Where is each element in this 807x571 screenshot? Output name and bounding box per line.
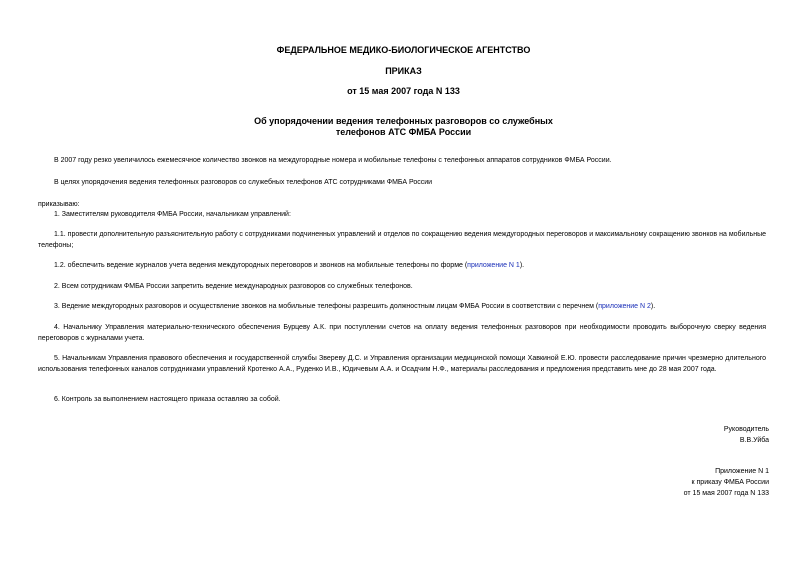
item-1-1: 1.1. провести дополнительную разъяснительную работу с сотрудниками подчиненных управлений и отделов по сокращению ведения междугородных переговоров и максимальному сокращению звонков на мобильные телефоны;	[38, 231, 766, 249]
agency-heading: ФЕДЕРАЛЬНОЕ МЕДИКО-БИОЛОГИЧЕСКОЕ АГЕНТСТВО	[276, 45, 531, 55]
item-2: 2. Всем сотрудникам ФМБА России запретить ведение международных разговоров со служебных телефонов.	[54, 283, 413, 290]
item-1-2	[38, 260, 766, 271]
intro-paragraph-2: В целях упорядочения ведения телефонных разговоров со служебных телефонов АТС сотрудниками ФМБА России	[54, 179, 433, 186]
signature-block	[724, 424, 769, 446]
doc-type-heading: ПРИКАЗ	[385, 66, 422, 76]
item-1-2-text: 1.2. обеспечить ведение журналов учета ведения междугородных переговоров и звонков на мобильные телефоны по форме (	[54, 262, 468, 269]
date-number-heading: от 15 мая 2007 года N 133	[347, 86, 460, 96]
intro-paragraph-1: В 2007 году резко увеличилось ежемесячное количество звонков на междугородные номера и мобильные телефоны с телефонных аппаратов сотрудников ФМБА России.	[54, 157, 612, 164]
item-1: 1. Заместителям руководителя ФМБА России, начальникам управлений:	[54, 211, 291, 218]
order-word: приказываю:	[38, 201, 80, 208]
appendix-block	[684, 466, 769, 499]
appendix-line-3: от 15 мая 2007 года N 133	[683, 490, 769, 497]
item-1-2-end: ).	[519, 262, 525, 269]
title-line-2: телефонов АТС ФМБА России	[335, 127, 472, 137]
item-3-text: 3. Ведение междугородных разговоров и осуществление звонков на мобильные телефоны разрешить должностным лицам ФМБА России в соответствии с перечнем (	[54, 303, 599, 310]
item-3	[38, 301, 766, 312]
appendix-2-link[interactable]: приложение N 2	[598, 303, 651, 310]
appendix-1-link[interactable]: приложение N 1	[467, 262, 520, 269]
signature-name: В.В.Уйба	[739, 437, 769, 444]
title-line-1: Об упорядочении ведения телефонных разговоров со служебных	[254, 116, 553, 126]
item-4: 4. Начальнику Управления материально-технического обеспечения Бурцеву А.К. при поступлении счетов на оплату ведения телефонных разговоров при необходимости проводить выборочную сверку ведения переговоров с журналами учета.	[38, 324, 766, 342]
appendix-line-1: Приложение N 1	[715, 468, 769, 475]
appendix-line-2: к приказу ФМБА России	[691, 479, 769, 486]
item-3-end: ).	[650, 303, 656, 310]
item-6: 6. Контроль за выполнением настоящего приказа оставляю за собой.	[54, 396, 281, 403]
signature-position: Руководитель	[723, 426, 769, 433]
item-5: 5. Начальникам Управления правового обеспечения и государственной службы Звереву Д.С. и Управления организации медицинской помощи Хавкиной Е.Ю. провести расследование причин чрезмерно длительного использования телефонных каналов сотрудниками управлений Кротенко А.А., Руденко И.В., Юдичевым А.А. и Осадчим Н.Ф., материалы расследования и предложения представить мне до 28 мая 2007 года.	[38, 355, 766, 373]
